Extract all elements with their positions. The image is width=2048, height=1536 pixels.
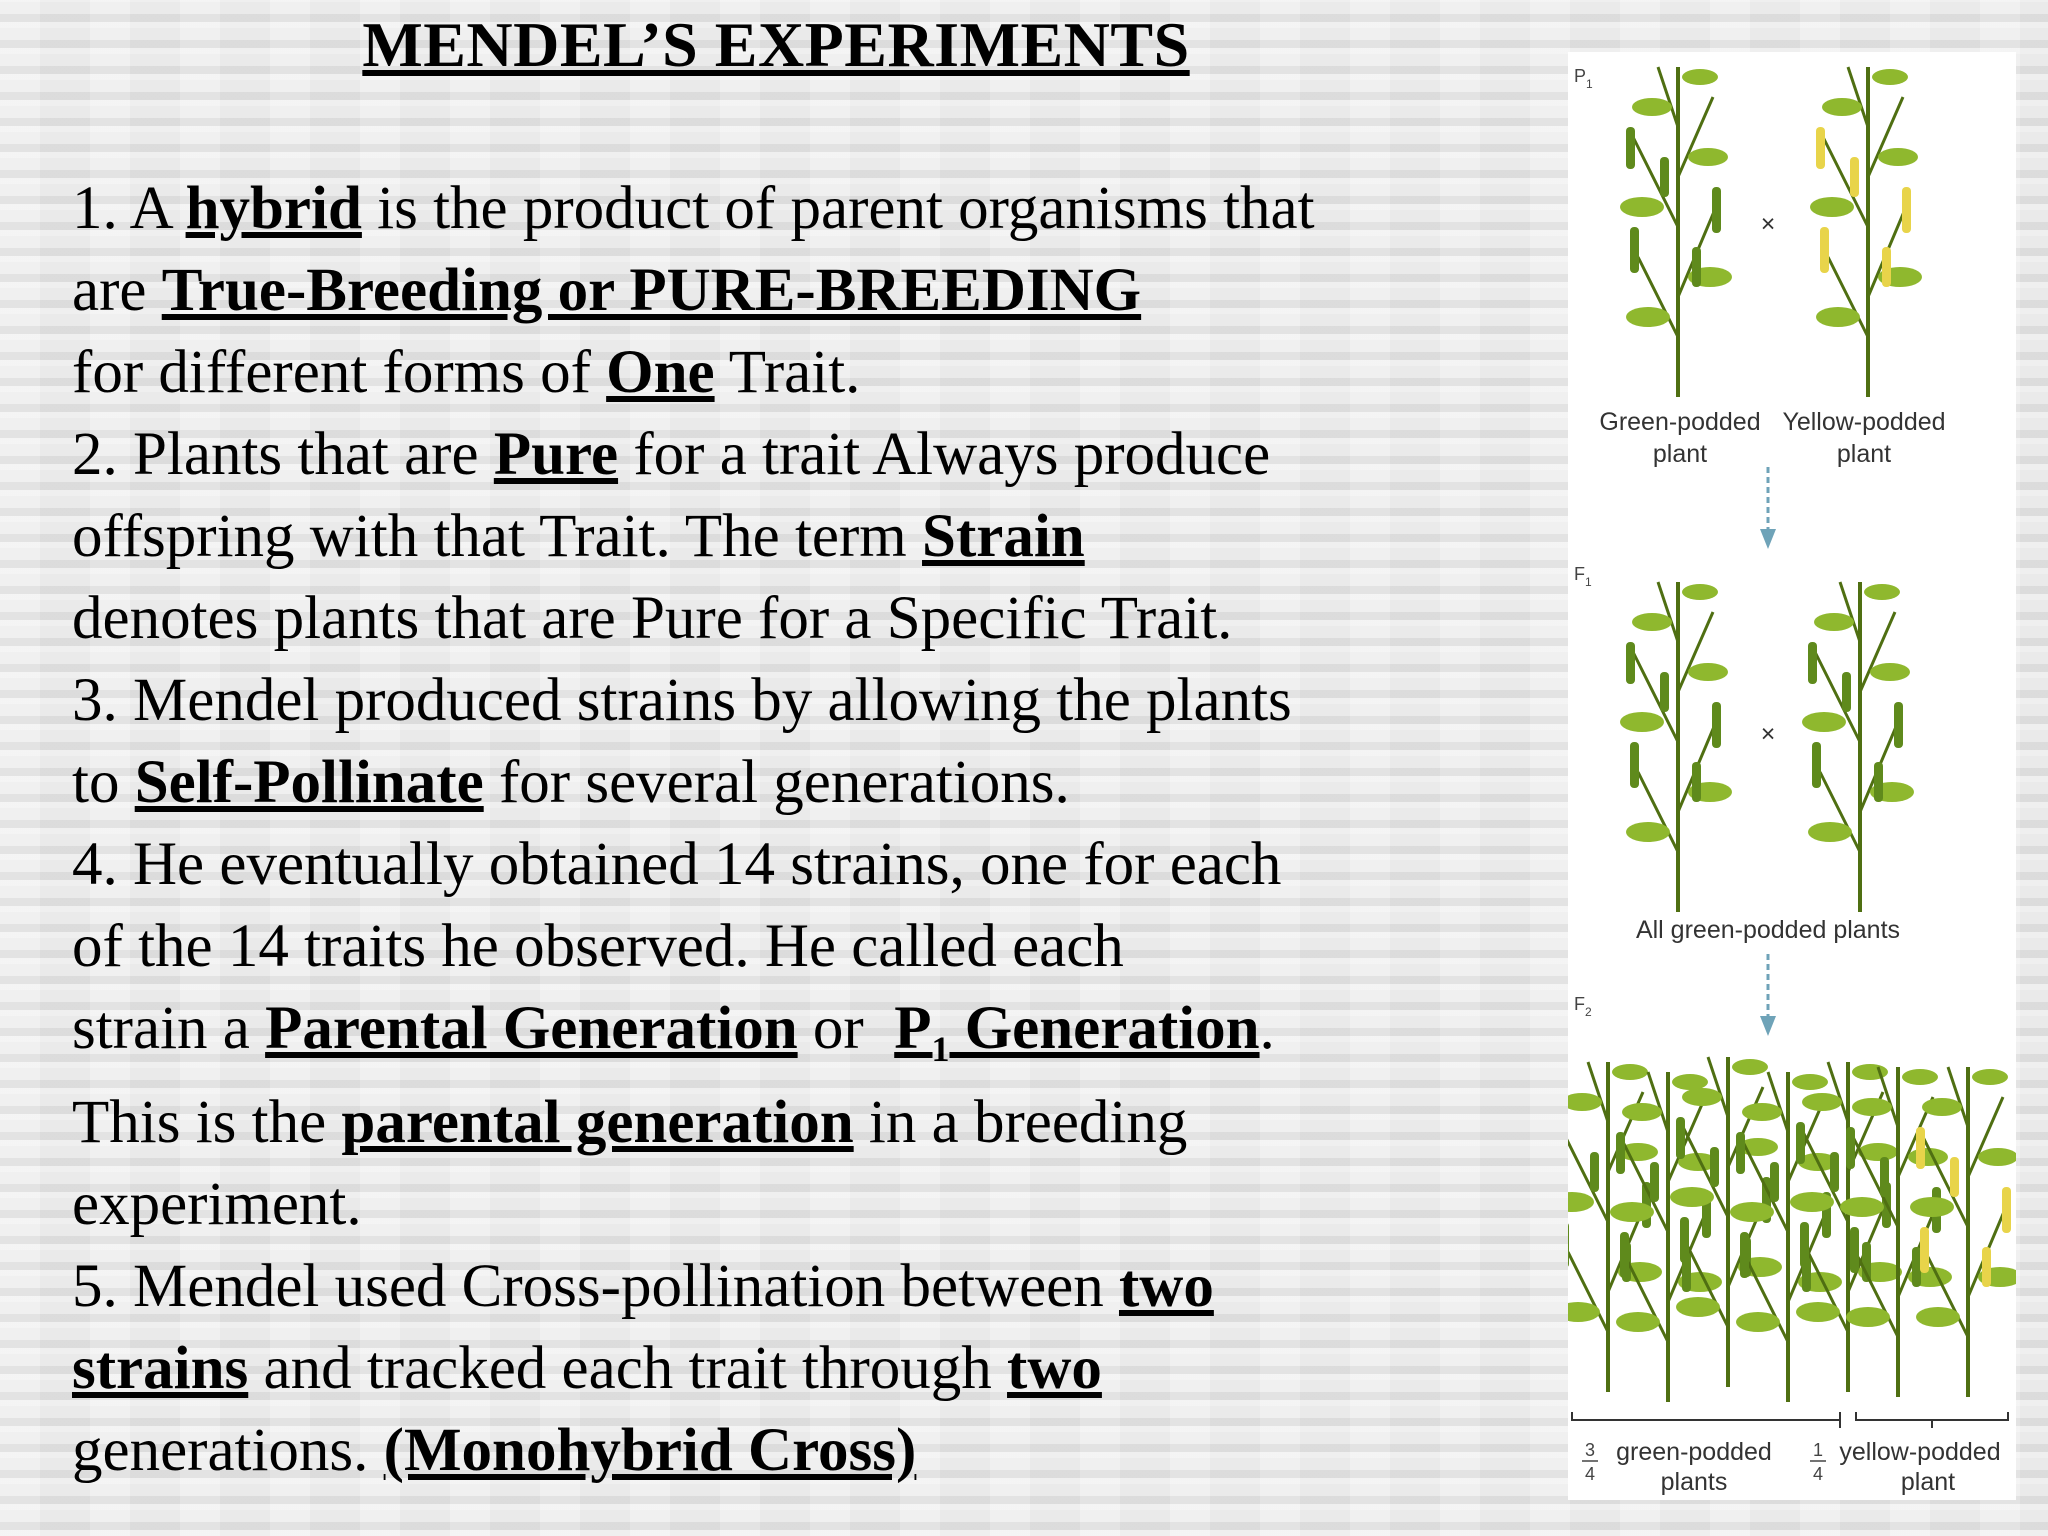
term-hybrid: hybrid [185,175,362,242]
point-1-line-3: for different forms of One Trait. [72,339,861,406]
f2-yellow-label-2: plant [1900,1468,1956,1496]
yellow-parent-label-2: plant [1836,440,1892,468]
term-one: One [606,339,715,406]
point-2-line-2: offspring with that Trait. The term Strain [72,503,1085,570]
label-f1: $F_1$ [1574,564,1592,589]
f2-plant-2 [1610,1072,1722,1402]
green-parent-plant [1620,67,1732,397]
point-4-line-2: of the 14 traits he observed. He called each [72,913,1124,980]
yellow-parent-plant [1810,67,1922,397]
point-4-line-4: This is the parental generation in a breeding [72,1089,1188,1156]
f1-caption: All green-podded plants [1635,916,1901,944]
label-f2: $F_2$ [1574,994,1592,1019]
f1-plant-left [1620,582,1732,912]
term-self-pollinate: Self-Pollinate [134,749,484,816]
term-strains: strains [72,1335,249,1402]
point-1-line-1: 1. A hybrid is the product of parent organisms that [72,175,1315,242]
label-p1: $P_1$ [1574,66,1593,91]
bracket-yellow [1856,1412,2008,1428]
f2-plant-6 [1840,1067,1952,1397]
term-two: two [1118,1253,1214,1320]
point-3-line-1: 3. Mendel produced strains by allowing the plants [72,667,1292,734]
point-5-line-1: 5. Mendel used Cross-pollination between two [72,1253,1214,1320]
f2-yellow-fraction-num: 1 [1812,1440,1824,1460]
cross-symbol-f1: × [1760,720,1776,748]
point-3-line-2: to Self-Pollinate for several generations. [72,749,1070,816]
point-5-line-3: generations. (Monohybrid Cross) [72,1417,917,1484]
term-parental-generation: Parental Generation [265,995,798,1062]
term-true-breeding: True-Breeding or PURE-BREEDING [161,257,1142,324]
f2-green-label-2: plants [1660,1468,1728,1496]
slide-body [72,168,1512,1492]
point-4-line-5: experiment. [72,1171,362,1238]
f2-green-fraction-den: 4 [1584,1464,1596,1484]
green-parent-label-1: Green-podded [1599,408,1761,436]
f2-green-label-1: green-podded [1616,1438,1772,1466]
monohybrid-cross-figure [1568,52,2016,1500]
point-2-line-3: denotes plants that are Pure for a Specific Trait. [72,585,1233,652]
f1-plant-right [1802,582,1914,912]
term-parental-generation-2: parental generation [341,1089,854,1156]
point-2-line-1: 2. Plants that are Pure for a trait Always produce [72,421,1271,488]
slide-title: MENDEL’S EXPERIMENTS [362,9,1190,80]
green-parent-label-2: plant [1652,440,1708,468]
point-5-line-2: strains and tracked each trait through two [72,1335,1102,1402]
f2-green-fraction-num: 3 [1584,1440,1596,1460]
f2-plants-row [1568,1057,2016,1402]
f2-yellow-label-1: yellow-podded [1839,1438,2001,1466]
term-monohybrid-cross: (Monohybrid Cross) [383,1417,917,1484]
bracket-green [1572,1412,1840,1428]
f2-yellow-fraction-den: 4 [1812,1464,1824,1484]
cross-symbol-p1: × [1760,210,1776,238]
arrow-f1-to-f2 [1760,954,1776,1036]
arrow-p1-to-f1 [1760,467,1776,549]
point-4-line-3: strain a Parental Generation or $P_1$ Generation. [72,995,1275,1070]
point-4-line-1: 4. He eventually obtained 14 strains, one for each [72,831,1282,898]
pea-plant-cross-diagram [1568,52,2016,1500]
point-1-line-2: are True-Breeding or PURE-BREEDING [72,257,1142,324]
term-p1-generation: $P_1$ Generation [894,995,1260,1070]
term-pure: Pure [493,421,619,488]
term-two-2: two [1007,1335,1102,1402]
yellow-parent-label-1: Yellow-podded [1782,408,1946,436]
term-strain: Strain [922,503,1085,570]
